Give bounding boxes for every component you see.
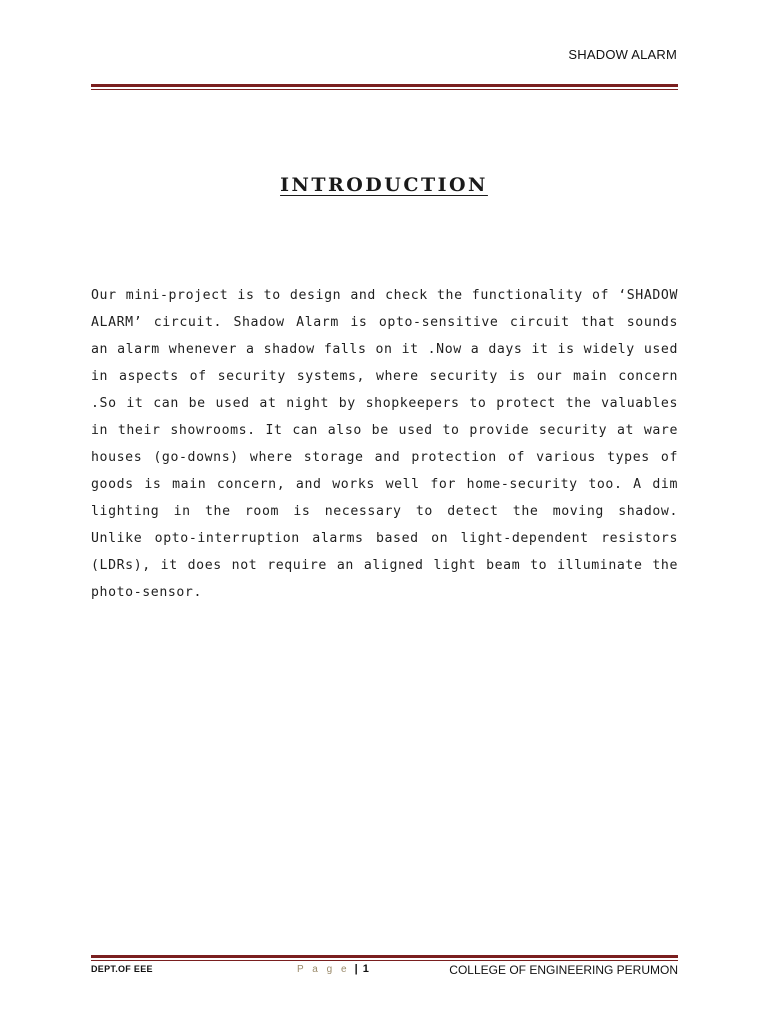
header-title: SHADOW ALARM bbox=[568, 47, 677, 62]
header-rule bbox=[91, 84, 678, 90]
footer bbox=[91, 963, 678, 979]
section-heading-text: INTRODUCTION bbox=[280, 174, 488, 196]
footer-college: COLLEGE OF ENGINEERING PERUMON bbox=[449, 963, 678, 977]
body-paragraph: Our mini-project is to design and check the functionality of ‘SHADOW ALARM’ circuit. Shadow Alarm is opto-sensitive circuit that sounds an alarm whenever a shadow falls on it .Now a days it is widely used in aspects of security systems, where security is our main concern .So it can be used at night by shopkeepers to protect the valuables in their showrooms. It can also be used to provide security at ware houses (go-downs) where storage and protection of various types of goods is main concern, and works well for home-security too. A dim lighting in the room is necessary to detect the moving shadow. Unlike opto-interruption alarms based on light-dependent resistors (LDRs), it does not require an aligned light beam to illuminate the photo-sensor. bbox=[91, 288, 678, 600]
footer-separator: | bbox=[354, 963, 358, 975]
footer-rule bbox=[91, 955, 678, 961]
footer-department: DEPT.OF EEE bbox=[91, 964, 153, 974]
footer-page-number: 1 bbox=[362, 963, 369, 975]
footer-page-word: P a g e bbox=[297, 964, 350, 975]
footer-page-indicator bbox=[297, 963, 369, 975]
section-heading bbox=[0, 174, 768, 196]
